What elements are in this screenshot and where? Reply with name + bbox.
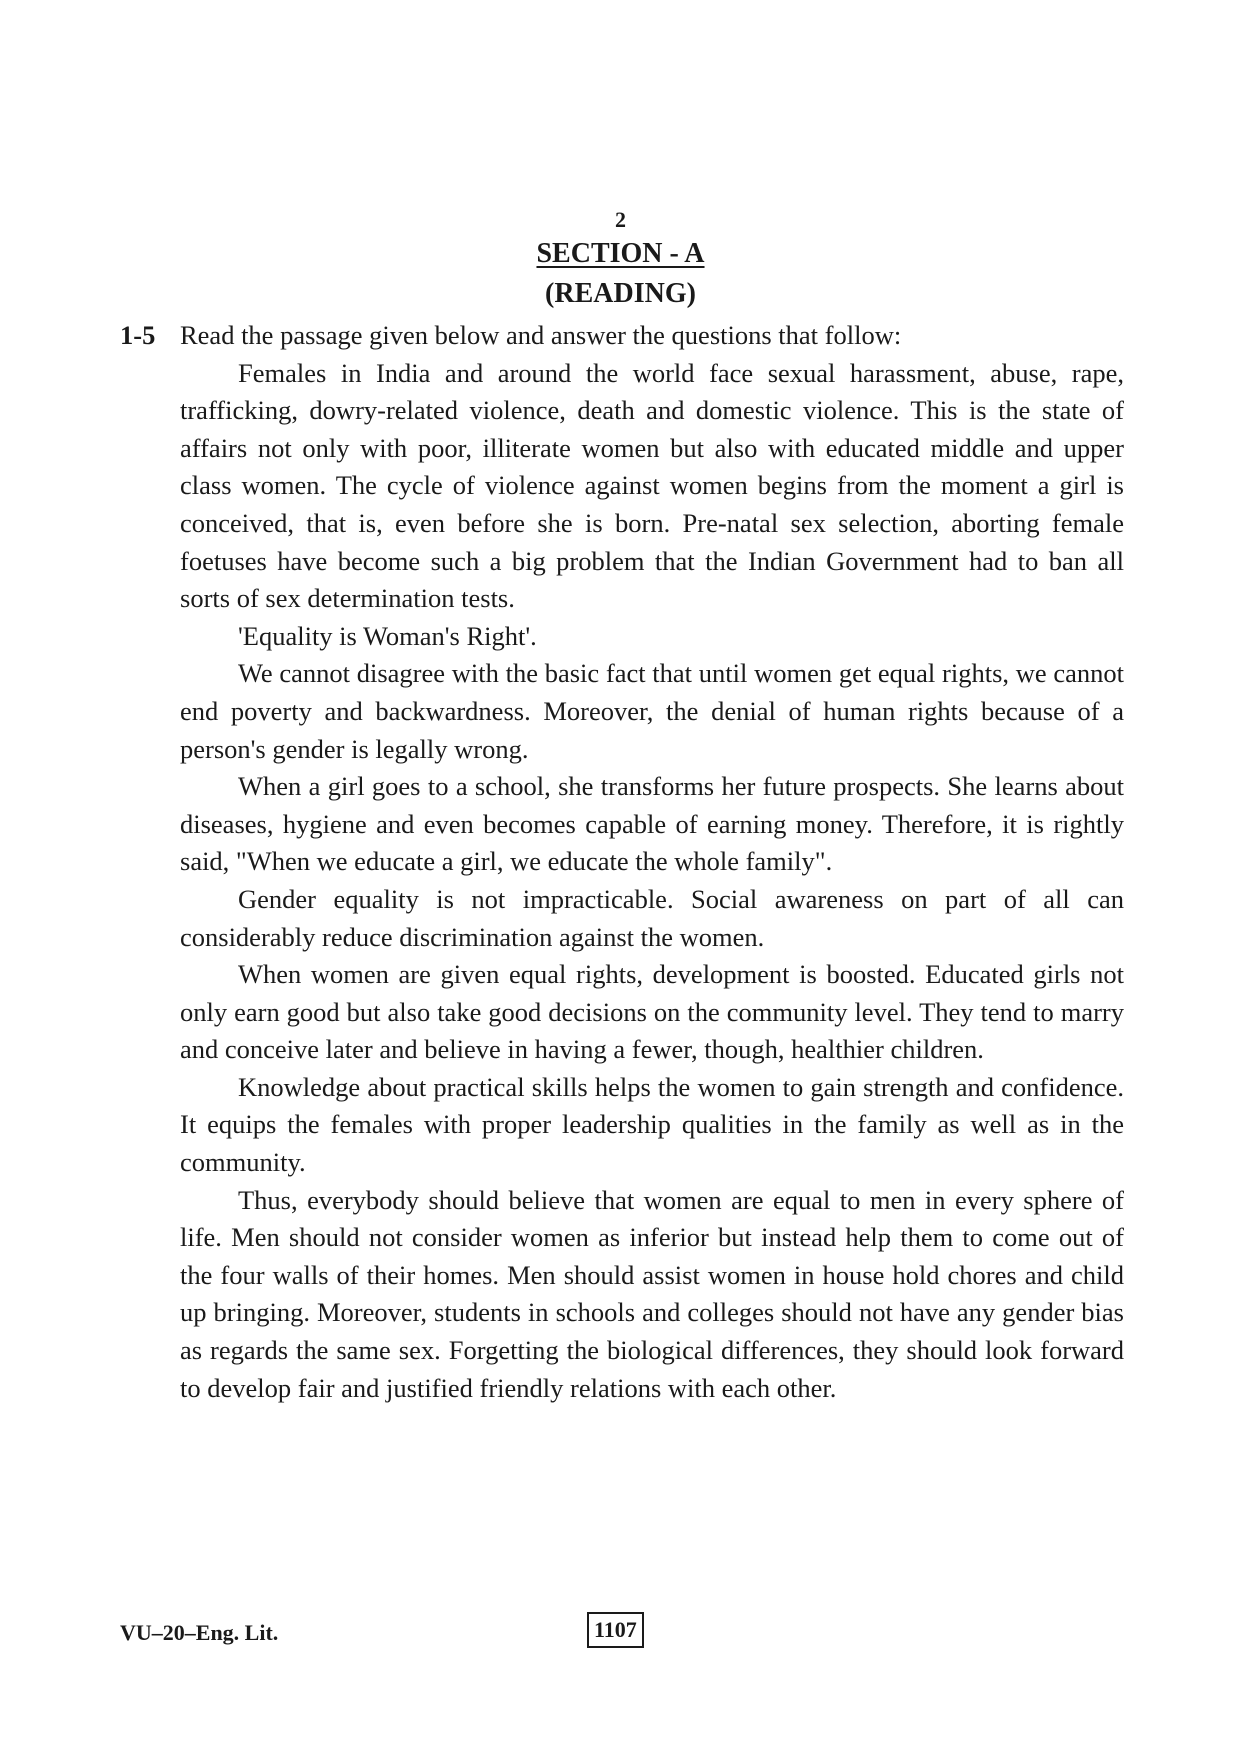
question-block <box>120 317 1124 1407</box>
section-title <box>0 235 1241 273</box>
passage-paragraph: Thus, everybody should believe that women are equal to men in every sphere of life. Men should not consider women as inferior but instead help them to come out of the four walls of their homes. Men should assist women in house hold chores and child up bringing. Moreover, students in schools and colleges should not have any gender bias as regards the same sex. Forgetting the biological differences, they should look forward to develop fair and justified friendly relations with each other. <box>180 1184 1124 1403</box>
question-instruction: Read the passage given below and answer the questions that follow: <box>180 320 902 350</box>
passage-paragraph: When women are given equal rights, development is boosted. Educated girls not only earn good but also take good decisions on the community level. They tend to marry and conceive later and believe in having a fewer, though, healthier children. <box>180 959 1124 1065</box>
passage-paragraph: When a girl goes to a school, she transforms her future prospects. She learns about diseases, hygiene and even becomes capable of earning money. Therefore, it is rightly said, "When we educate a girl, we educate the whole family". <box>180 771 1124 877</box>
page-number: 2 <box>615 207 626 232</box>
paper-code: VU–20–Eng. Lit. <box>120 1620 279 1645</box>
passage-paragraph: 'Equality is Woman's Right'. <box>238 620 537 651</box>
passage-paragraph: We cannot disagree with the basic fact that until women get equal rights, we cannot end poverty and backwardness. Moreover, the denial of human rights because of a person's gender is legally wrong. <box>180 658 1124 764</box>
section-subtitle: (READING) <box>545 278 696 309</box>
reading-passage <box>180 355 1124 1408</box>
series-code-box: 1107 <box>587 1612 644 1648</box>
passage-paragraph: Knowledge about practical skills helps the women to gain strength and confidence. It equips the females with proper leadership qualities in the family as well as in the community. <box>180 1071 1124 1178</box>
section-title-text: SECTION - A <box>536 238 705 269</box>
passage-paragraph: Gender equality is not impracticable. Social awareness on part of all can considerably reduce discrimination against the women. <box>180 883 1124 952</box>
question-number: 1-5 <box>120 320 156 350</box>
question-body <box>180 317 1124 1407</box>
passage-paragraph: Females in India and around the world face sexual harassment, abuse, rape, trafficking, dowry-related violence, death and domestic violence. This is the state of affairs not only with poor, illiterate women but also with educated middle and upper class women. The cycle of violence against women begins from the moment a girl is conceived, that is, even before she is born. Pre-natal sex selection, aborting female foetuses have become such a big problem that the Indian Government had to ban all sorts of sex determination tests. <box>180 357 1124 614</box>
